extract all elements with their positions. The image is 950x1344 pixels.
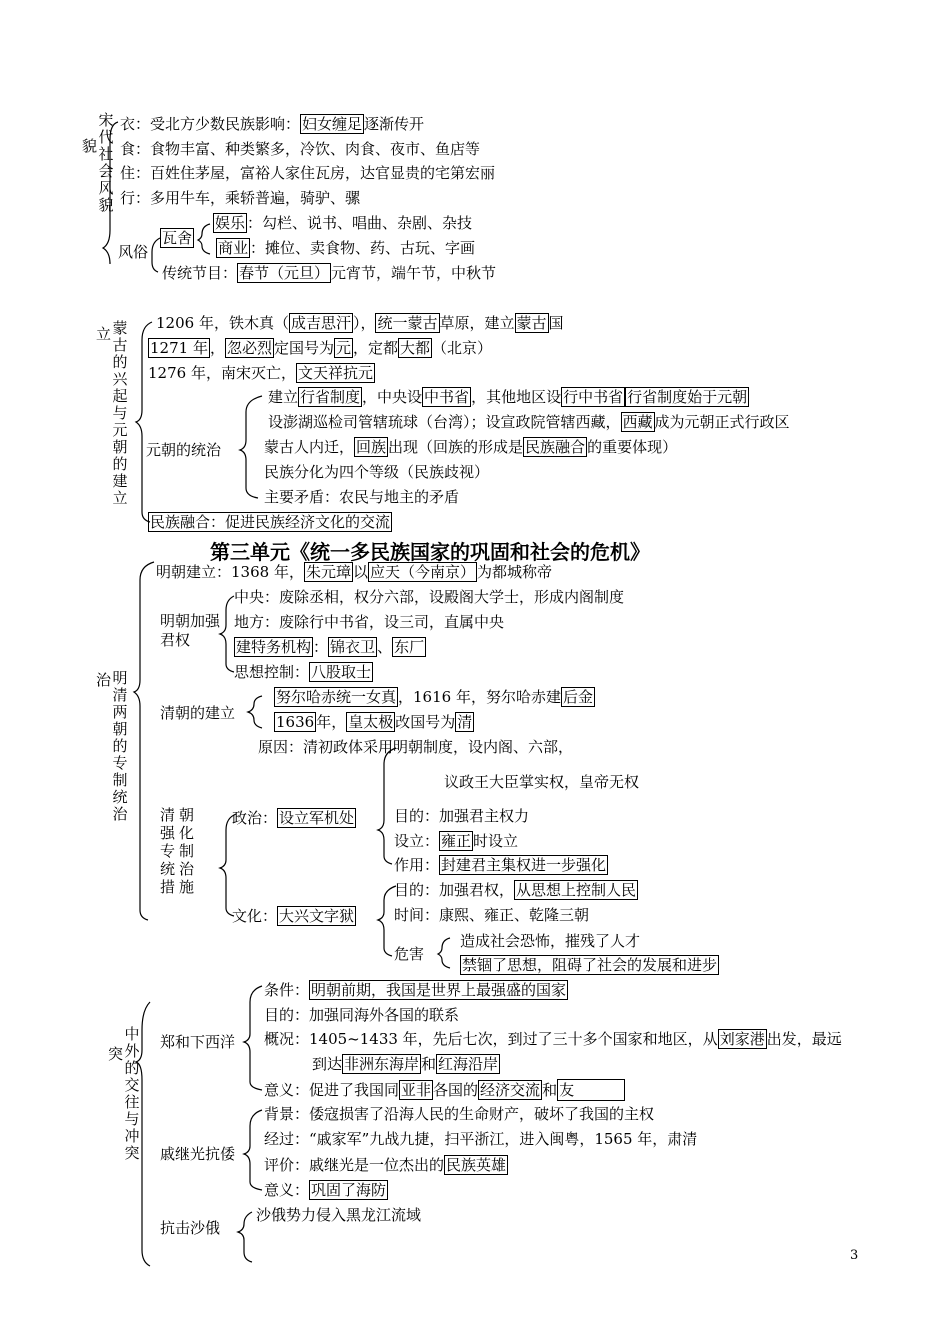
mq-m1-box1: 朱元璋 bbox=[305, 563, 351, 581]
mq-p4 bbox=[234, 662, 373, 682]
page-number: 3 bbox=[850, 1248, 859, 1263]
foreign-z4 bbox=[312, 1054, 500, 1074]
mq-harm1: 造成社会恐怖，摧残了人才 bbox=[460, 932, 641, 950]
mq-p1: 中央：废除丞相，权分六部，设殿阁大学士，形成内阁制度 bbox=[234, 588, 625, 606]
foreign-russia-label: 抗击沙俄 bbox=[160, 1219, 221, 1237]
song-clothing-pre: 衣：受北方少数民族影响： bbox=[120, 115, 301, 133]
mq-ming-founding bbox=[156, 562, 552, 582]
yuan-l2-box4: 大都 bbox=[400, 339, 431, 357]
mq-aim1: 目的：加强君主权力 bbox=[394, 807, 530, 825]
foreign-z3-a: 概况：1405~1433 年，先后七次，到过了三十多个国家和地区，从 bbox=[264, 1030, 718, 1048]
foreign-z4-box1: 非洲东海岸 bbox=[344, 1055, 420, 1073]
song-fest-pre: 传统节目： bbox=[162, 264, 238, 282]
song-entertainment bbox=[213, 213, 472, 233]
foreign-z5-box1: 亚非 bbox=[401, 1081, 432, 1099]
mq-est-box: 雍正 bbox=[441, 832, 472, 850]
yuan-r1-c: ，中央设 bbox=[362, 388, 423, 406]
mq-effect bbox=[394, 855, 608, 875]
foreign-z4-a: 到达 bbox=[312, 1055, 343, 1073]
song-title-a-char: 貌 bbox=[82, 137, 98, 155]
foreign-z3-b: 出发，最远 bbox=[766, 1030, 842, 1048]
mq-p3-box: 建特务机构 bbox=[236, 638, 312, 656]
song-com-text: ：摊位、卖食物、药、古玩、字画 bbox=[250, 239, 476, 257]
yuan-r2-c: 成为元朝正式行政区 bbox=[654, 413, 790, 431]
foreign-title-last-char: 突 bbox=[108, 1045, 124, 1063]
yuan-l1-e: 国 bbox=[548, 314, 564, 332]
mq-aim2 bbox=[394, 880, 638, 900]
yuan-r3-box2: 民族融合 bbox=[525, 438, 586, 456]
yuan-r3-d: 的重要体现） bbox=[587, 438, 678, 456]
yuan-l2-box2: 忽必烈 bbox=[226, 339, 272, 357]
song-com-box: 商业 bbox=[218, 239, 249, 257]
mq-time: 时间：康熙、雍正、乾隆三朝 bbox=[394, 906, 590, 924]
yuan-l1-d: 草原，建立 bbox=[439, 314, 515, 332]
song-title: 宋代社会风貌 bbox=[98, 111, 114, 214]
yuan-fusion bbox=[148, 512, 392, 532]
mq-p3-box2: 锦衣卫 bbox=[330, 638, 376, 656]
mq-culture bbox=[232, 906, 356, 926]
mq-effect-box: 封建君主集权进一步强化 bbox=[441, 856, 607, 874]
yuan-title-last-char: 立 bbox=[96, 325, 112, 343]
mq-m1-box2: 应天（今南京） bbox=[369, 563, 475, 581]
song-wazi bbox=[160, 228, 194, 248]
mq-q1-box1: 努尔哈赤统一女真 bbox=[276, 688, 397, 706]
foreign-title: 中外的交往与冲突 bbox=[124, 1025, 140, 1162]
mq-qing-est-label: 清朝的建立 bbox=[160, 704, 236, 722]
mq-p3-box3: 东厂 bbox=[394, 638, 425, 656]
foreign-c3 bbox=[264, 1155, 508, 1175]
foreign-z2: 目的：加强同海外各国的联系 bbox=[264, 1006, 460, 1024]
yuan-l2-c: 定国号为 bbox=[273, 339, 334, 357]
mq-q2-a: 年， bbox=[316, 713, 347, 731]
yuan-r2-a: 设澎湖巡检司管辖琉球（台湾）；设宣政院管辖西藏， bbox=[268, 413, 621, 431]
yuan-title: 蒙古的兴起与元朝的建立 bbox=[112, 319, 128, 507]
yuan-l1-box1: 成吉思汗 bbox=[290, 314, 351, 332]
mq-reason2: 议政王大臣掌实权，皇帝无权 bbox=[444, 773, 640, 791]
foreign-z5-d: 和 bbox=[542, 1081, 558, 1099]
foreign-r1: 沙俄势力侵入黑龙江流域 bbox=[256, 1206, 422, 1224]
mq-p2: 地方：废除行中书省，设三司，直属中央 bbox=[234, 613, 505, 631]
foreign-c3-pre: 评价：戚继光是一位杰出的 bbox=[264, 1156, 445, 1174]
yuan-fusion-box: 民族融合：促进民族经济文化的交流 bbox=[150, 513, 391, 531]
unit3-heading: 第三单元《统一多民族国家的巩固和社会的危机》 bbox=[210, 540, 650, 564]
mq-qing-measures-label: 清朝强化专制统治措施 bbox=[160, 806, 199, 896]
mq-q2-c: 改国号为 bbox=[395, 713, 456, 731]
song-clothing-box: 妇女缠足 bbox=[302, 115, 363, 133]
foreign-c4 bbox=[264, 1180, 388, 1200]
yuan-line2 bbox=[148, 338, 492, 358]
mq-harm2 bbox=[460, 955, 719, 975]
yuan-l1-box2: 统一蒙古 bbox=[377, 314, 438, 332]
mq-q1 bbox=[274, 687, 595, 707]
foreign-c4-pre: 意义： bbox=[264, 1181, 310, 1199]
song-festivals bbox=[162, 263, 496, 283]
mq-culture-pre: 文化： bbox=[232, 907, 278, 925]
mq-p3 bbox=[234, 637, 426, 657]
mq-harm2-box: 禁锢了思想，阻碍了社会的发展和进步 bbox=[462, 956, 718, 974]
mq-q2-box1: 1636 bbox=[276, 713, 315, 731]
foreign-z3-box: 刘家港 bbox=[719, 1030, 765, 1048]
yuan-r1-box3: 行中书省 bbox=[563, 388, 624, 406]
yuan-r1-box1: 行省制度 bbox=[300, 388, 361, 406]
song-wazi-box: 瓦舍 bbox=[162, 229, 193, 247]
mq-q2 bbox=[274, 712, 474, 732]
yuan-rule5: 主要矛盾：农民与地主的矛盾 bbox=[264, 488, 460, 506]
mq-m1-d: 为都城称帝 bbox=[477, 563, 553, 581]
yuan-rule4: 民族分化为四个等级（民族歧视） bbox=[264, 463, 490, 481]
yuan-line1 bbox=[156, 313, 564, 333]
song-travel: 行：多用牛车，乘轿普遍，骑驴、骡 bbox=[120, 189, 361, 207]
foreign-z5-c: 各国的 bbox=[433, 1081, 479, 1099]
yuan-l2-d: ，定都 bbox=[353, 339, 399, 357]
song-clothing-post: 逐渐传开 bbox=[364, 115, 425, 133]
foreign-zheng-label: 郑和下西洋 bbox=[160, 1033, 236, 1051]
yuan-r1-box4: 行省制度始于元朝 bbox=[627, 388, 748, 406]
foreign-c4-box: 巩固了海防 bbox=[311, 1181, 387, 1199]
foreign-c3-box: 民族英雄 bbox=[446, 1156, 507, 1174]
mq-politics-box: 设立军机处 bbox=[279, 809, 355, 827]
mq-q1-box2: 后金 bbox=[562, 688, 593, 706]
foreign-qi-label: 戚继光抗倭 bbox=[160, 1145, 236, 1163]
foreign-z5 bbox=[264, 1079, 625, 1101]
foreign-z5-box3: 友 bbox=[557, 1079, 625, 1101]
song-fest-box: 春节（元旦） bbox=[239, 264, 330, 282]
yuan-l2-box1: 1271 年 bbox=[150, 339, 208, 357]
yuan-r1-box2: 中书省 bbox=[424, 388, 470, 406]
song-ent-box: 娱乐 bbox=[215, 214, 246, 232]
song-ent-text: ：勾栏、说书、唱曲、杂剧、杂技 bbox=[247, 214, 473, 232]
mq-q2-box3: 清 bbox=[457, 713, 473, 731]
yuan-rule1 bbox=[268, 387, 749, 407]
song-clothing bbox=[120, 114, 424, 134]
yuan-l1-box3: 蒙古 bbox=[516, 314, 547, 332]
mq-effect-pre: 作用： bbox=[394, 856, 440, 874]
yuan-l1-c: ）， bbox=[352, 314, 376, 332]
mq-m1-c: 以 bbox=[352, 563, 368, 581]
yuan-r3-c: 出现（回族的形成是 bbox=[388, 438, 524, 456]
mq-ming-power-label: 明朝加强君权 bbox=[160, 612, 221, 649]
song-fest-post: 元宵节，端午节，中秋节 bbox=[331, 264, 497, 282]
foreign-z5-a: 意义：促进了我国同 bbox=[264, 1081, 400, 1099]
foreign-z1-pre: 条件： bbox=[264, 981, 310, 999]
yuan-r1-a: 建立 bbox=[268, 388, 299, 406]
mq-p3-sep: 、 bbox=[377, 638, 393, 656]
foreign-c1: 背景：倭寇损害了沿海人民的生命财产，破坏了我国的主权 bbox=[264, 1105, 655, 1123]
foreign-z4-c: 和 bbox=[421, 1055, 437, 1073]
yuan-r2-box: 西藏 bbox=[622, 413, 653, 431]
yuan-rule2 bbox=[268, 412, 790, 432]
mq-established bbox=[394, 831, 518, 851]
foreign-z5-box2: 经济交流 bbox=[480, 1081, 541, 1099]
foreign-z4-box2: 红海沿岸 bbox=[438, 1055, 499, 1073]
mq-politics bbox=[232, 808, 356, 828]
mq-q2-box2: 皇太极 bbox=[348, 713, 394, 731]
yuan-l1-a: 1206 年，铁木真（ bbox=[156, 314, 289, 332]
yuan-l2-a: ， bbox=[209, 339, 225, 357]
mq-culture-box: 大兴文字狱 bbox=[279, 907, 355, 925]
foreign-z1-box: 明朝前期，我国是世界上最强盛的国家 bbox=[311, 981, 567, 999]
mq-title: 明清两朝的专制统治 bbox=[112, 669, 128, 823]
mq-m1-a: 明朝建立：1368 年， bbox=[156, 563, 304, 581]
yuan-rule3 bbox=[264, 437, 677, 457]
song-housing: 住：百姓住茅屋，富裕人家住瓦房，达官显贵的宅第宏丽 bbox=[120, 164, 496, 182]
mq-est-pre: 设立： bbox=[394, 832, 440, 850]
song-customs-label: 风俗 bbox=[118, 243, 149, 261]
yuan-l3-box: 文天祥抗元 bbox=[297, 364, 373, 382]
mq-title-first-char: 治 bbox=[96, 671, 112, 689]
yuan-r3-a: 蒙古人内迁， bbox=[264, 438, 355, 456]
mq-p4-box: 八股取士 bbox=[311, 663, 372, 681]
yuan-l2-box3: 元 bbox=[336, 339, 352, 357]
mq-harm-label: 危害 bbox=[394, 945, 425, 963]
yuan-rule-label: 元朝的统治 bbox=[146, 441, 222, 459]
yuan-line3 bbox=[148, 363, 375, 383]
foreign-z3 bbox=[264, 1029, 842, 1049]
yuan-r3-box1: 回族 bbox=[356, 438, 387, 456]
yuan-l2-e: （北京） bbox=[432, 339, 493, 357]
song-commerce bbox=[216, 238, 475, 258]
mq-q1-a: ，1616 年，努尔哈赤建 bbox=[398, 688, 561, 706]
yuan-r1-d: ，其他地区设 bbox=[471, 388, 562, 406]
mq-est-post: 时设立 bbox=[473, 832, 519, 850]
foreign-c2: 经过：“戚家军”九战九捷，扫平浙江，进入闽粤，1565 年，肃清 bbox=[264, 1130, 698, 1148]
yuan-l3-a: 1276 年，南宋灭亡， bbox=[148, 364, 296, 382]
mq-politics-pre: 政治： bbox=[232, 809, 278, 827]
mq-reason: 原因：清初政体采用明朝制度，设内阁、六部， bbox=[258, 738, 574, 756]
song-food: 食：食物丰富、种类繁多，冷饮、肉食、夜市、鱼店等 bbox=[120, 140, 481, 158]
mq-p3-mid: ： bbox=[313, 638, 329, 656]
mq-aim2-pre: 目的：加强君权， bbox=[394, 881, 515, 899]
foreign-z1 bbox=[264, 980, 568, 1000]
mq-aim2-box: 从思想上控制人民 bbox=[516, 881, 637, 899]
mq-p4-pre: 思想控制： bbox=[234, 663, 310, 681]
